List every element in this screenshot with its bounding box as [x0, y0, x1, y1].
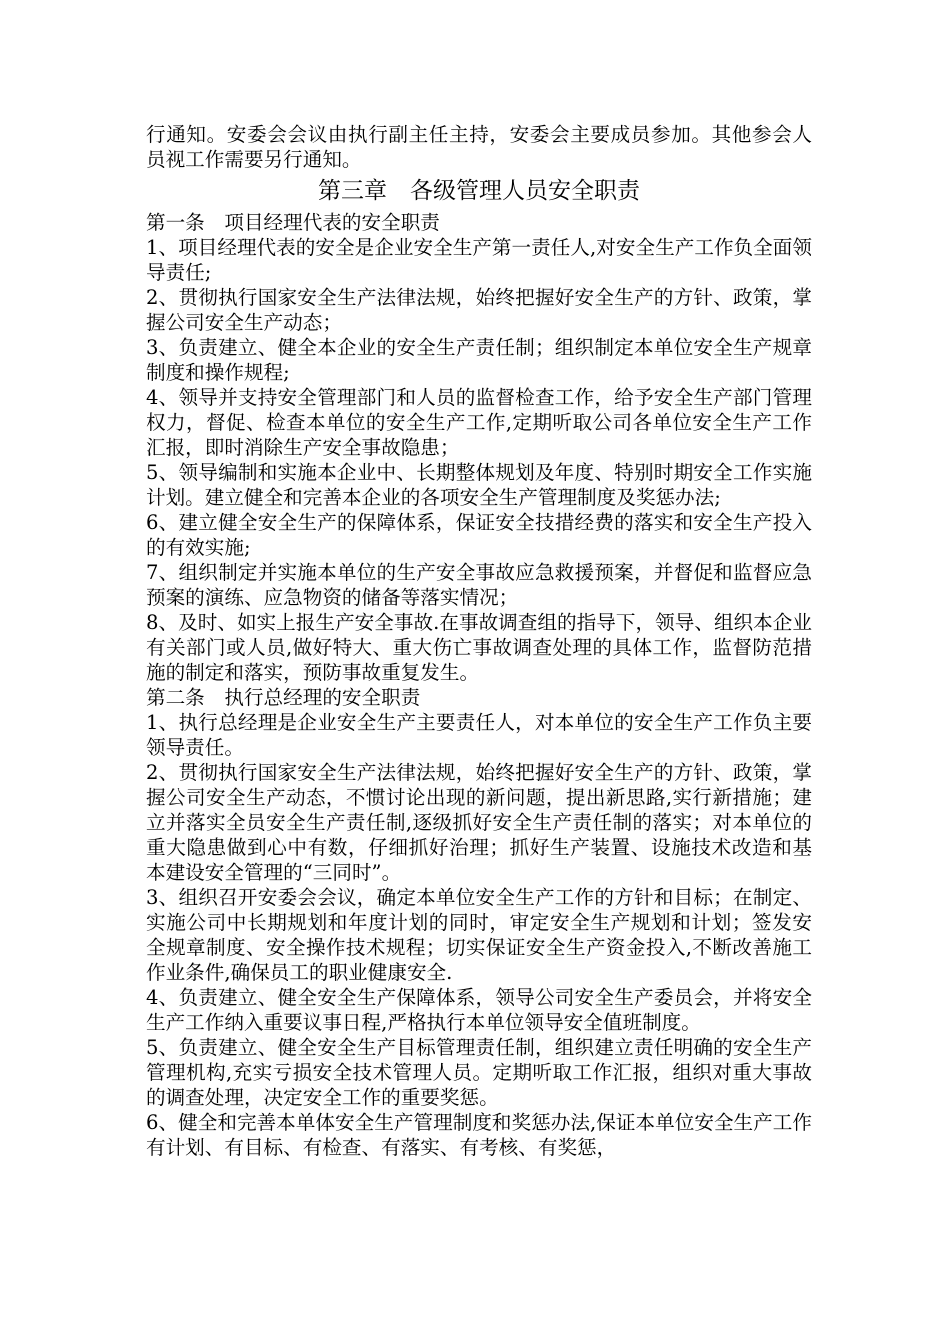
article-1-item-8: 8、及时、如实上报生产安全事故.在事故调查组的指导下，领导、组织本企业有关部门或人员,做好特大、重大伤亡事故调查处理的具体工作，监督防范措施的制定和落实，预防事故重复发生。: [146, 611, 812, 684]
article-1-item-3: 3、负责建立、健全本企业的安全生产责任制；组织制定本单位安全生产规章制度和操作规程;: [146, 336, 812, 384]
intro-paragraph: 行通知。安委会会议由执行副主任主持，安委会主要成员参加。其他参会人员视工作需要另行通知。: [146, 123, 812, 171]
article-1-item-6: 6、建立健全安全生产的保障体系，保证安全技措经费的落实和安全生产投入的有效实施;: [146, 511, 812, 559]
article-1-title: 第一条 项目经理代表的安全职责: [146, 211, 440, 234]
article-2-item-6: 6、健全和完善本单体安全生产管理制度和奖惩办法,保证本单位安全生产工作有计划、有目标、有检查、有落实、有考核、有奖惩，: [146, 1111, 812, 1159]
document-page: [146, 122, 812, 1160]
article-1-item-7: 7、组织制定并实施本单位的生产安全事故应急救援预案，并督促和监督应急预案的演练、应急物资的储备等落实情况；: [146, 561, 812, 609]
chapter-title: 第三章 各级管理人员安全职责: [318, 178, 640, 204]
article-2-item-1: 1、执行总经理是企业安全生产主要责任人，对本单位的安全生产工作负主要领导责任。: [146, 711, 812, 759]
article-1-item-2: 2、贯彻执行国家安全生产法律法规，始终把握好安全生产的方针、政策，掌握公司安全生产动态；: [146, 286, 812, 334]
article-2-item-2: 2、贯彻执行国家安全生产法律法规，始终把握好安全生产的方针、政策，掌握公司安全生产动态，不惯讨论出现的新问题，提出新思路,实行新措施；建立并落实全员安全生产责任制,逐级抓好安全生产责任制的落实；对本单位的重大隐患做到心中有数，仔细抓好治理；抓好生产装置、设施技术改造和基本建设安全管理的“三同时”。: [146, 761, 812, 884]
article-2-title: 第二条 执行总经理的安全职责: [146, 686, 421, 709]
article-1-item-4: 4、领导并支持安全管理部门和人员的监督检查工作，给予安全生产部门管理权力，督促、检查本单位的安全生产工作,定期听取公司各单位安全生产工作汇报，即时消除生产安全事故隐患；: [146, 386, 812, 459]
article-1-item-1: 1、项目经理代表的安全是企业安全生产第一责任人,对安全生产工作负全面领导责任;: [146, 236, 812, 284]
article-2-item-4: 4、负责建立、健全安全生产保障体系，领导公司安全生产委员会，并将安全生产工作纳入重要议事日程,严格执行本单位领导安全值班制度。: [146, 986, 812, 1034]
article-2-item-3: 3、组织召开安委会会议，确定本单位安全生产工作的方针和目标；在制定、实施公司中长期规划和年度计划的同时，审定安全生产规划和计划；签发安全规章制度、安全操作技术规程；切实保证安全生产资金投入,不断改善施工作业条件,确保员工的职业健康安全.: [146, 886, 812, 984]
article-1-item-5: 5、领导编制和实施本企业中、长期整体规划及年度、特别时期安全工作实施计划。建立健全和完善本企业的各项安全生产管理制度及奖惩办法;: [146, 461, 812, 509]
article-2-item-5: 5、负责建立、健全安全生产目标管理责任制，组织建立责任明确的安全生产管理机构,充实亏损安全技术管理人员。定期听取工作汇报，组织对重大事故的调查处理，决定安全工作的重要奖惩。: [146, 1036, 812, 1109]
